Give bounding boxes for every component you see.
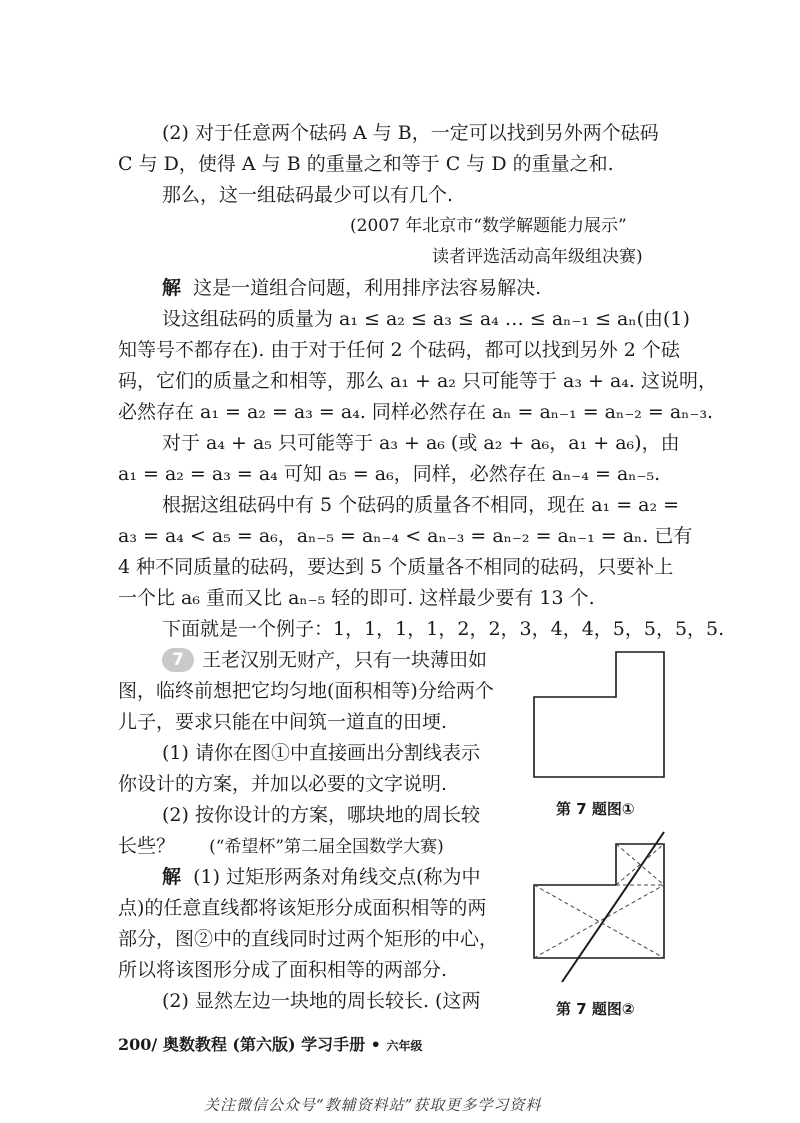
problem-7-line xyxy=(162,647,487,673)
text-line: 4 种不同质量的砝码，要达到 5 个质量各不相同的砝码，只要补上 xyxy=(118,556,674,578)
solution-text: 这是一道组合问题，利用排序法容易解决. xyxy=(193,277,542,299)
figure-1-caption: 第 7 题图① xyxy=(556,800,635,818)
solution-line xyxy=(162,864,480,890)
text-line: 所以将该图形分成了面积相等的两部分. xyxy=(118,959,448,981)
field-outline xyxy=(534,652,664,777)
text-line: 点)的任意直线都将该矩形分成面积相等的两 xyxy=(118,897,487,919)
text-line: (2) 显然左边一块地的周长较长. (这两 xyxy=(162,990,481,1012)
problem-text: 王老汉别无财产，只有一块薄田如 xyxy=(202,649,488,671)
text-part: 长些？ xyxy=(118,835,176,857)
solution-text: (1) 过矩形两条对角线交点(称为中 xyxy=(193,866,481,888)
text-line: 知等号不都存在). 由于对于任何 2 个砝码，都可以找到另外 2 个砝 xyxy=(118,339,680,361)
solution-line xyxy=(162,275,541,301)
figure-2 xyxy=(534,830,684,990)
text-line: 码，它们的质量之和相等，那么 a₁ + a₂ 只可能等于 a₃ + a₄. 这说明， xyxy=(118,370,717,392)
text-line: 下面就是一个例子：1，1，1，1，2，2，3，4，4，5，5，5，5. xyxy=(162,618,725,640)
text-line: 根据这组砝码中有 5 个砝码的质量各不相同，现在 a₁ = a₂ = xyxy=(162,494,680,516)
page-footer xyxy=(118,1032,423,1055)
grade-label: 六年级 xyxy=(386,1039,423,1053)
text-line: (2) 按你设计的方案，哪块地的周长较 xyxy=(162,804,480,826)
source-citation: (“希望杯”第二届全国数学大赛) xyxy=(209,837,444,857)
text-line: (1) 请你在图①中直接画出分割线表示 xyxy=(162,742,480,764)
text-line: 那么，这一组砝码最少可以有几个. xyxy=(162,184,454,206)
text-line: 儿子，要求只能在中间筑一道直的田埂. xyxy=(118,711,448,733)
text-line: 必然存在 a₁ = a₂ = a₃ = a₄. 同样必然存在 aₙ = aₙ₋₁ = aₙ₋₂ = aₙ₋₃. xyxy=(118,401,714,423)
text-line: 对于 a₄ + a₅ 只可能等于 a₃ + a₆ (或 a₂ + a₆，a₁ + a₆)，由 xyxy=(162,432,680,454)
page-number: 200/ xyxy=(118,1035,158,1054)
text-line xyxy=(118,833,444,860)
text-line: 部分，图②中的直线同时过两个矩形的中心， xyxy=(118,928,499,950)
text-line: 设这组砝码的质量为 a₁ ≤ a₂ ≤ a₃ ≤ a₄ … ≤ aₙ₋₁ ≤ aₙ(由(1) xyxy=(162,308,690,330)
dividing-line xyxy=(562,832,664,982)
source-citation: (2007 年北京市“数学解题能力展示” xyxy=(350,216,627,236)
figure-2-caption: 第 7 题图② xyxy=(556,1000,635,1018)
text-line: a₃ = a₄ < a₅ = a₆，aₙ₋₅ = aₙ₋₄ < aₙ₋₃ = aₙ₋₂ = aₙ₋₁ = aₙ. 已有 xyxy=(118,525,693,547)
text-line: 一个比 a₆ 重而又比 aₙ₋₅ 轻的即可. 这样最少要有 13 个. xyxy=(118,587,595,609)
solution-head: 解 xyxy=(162,866,182,888)
watermark-text: 关注微信公众号“教辅资料站”获取更多学习资料 xyxy=(204,1096,542,1114)
text-line: a₁ = a₂ = a₃ = a₄ 可知 a₅ = a₆，同样，必然存在 aₙ₋₄ = aₙ₋₅. xyxy=(118,463,661,485)
figure-1 xyxy=(534,652,664,777)
book-title: 奥数教程 (第六版) 学习手册 • xyxy=(162,1035,381,1054)
problem-number-badge: 7 xyxy=(162,648,194,672)
text-line: C 与 D，使得 A 与 B 的重量之和等于 C 与 D 的重量之和. xyxy=(118,153,614,175)
solution-head: 解 xyxy=(162,277,182,299)
text-line: 你设计的方案，并加以必要的文字说明. xyxy=(118,773,448,795)
source-citation: 读者评选活动高年级组决赛) xyxy=(432,247,643,267)
text-line: 图，临终前想把它均匀地(面积相等)分给两个 xyxy=(118,680,494,702)
text-line: (2) 对于任意两个砝码 A 与 B，一定可以找到另外两个砝码 xyxy=(162,122,659,144)
